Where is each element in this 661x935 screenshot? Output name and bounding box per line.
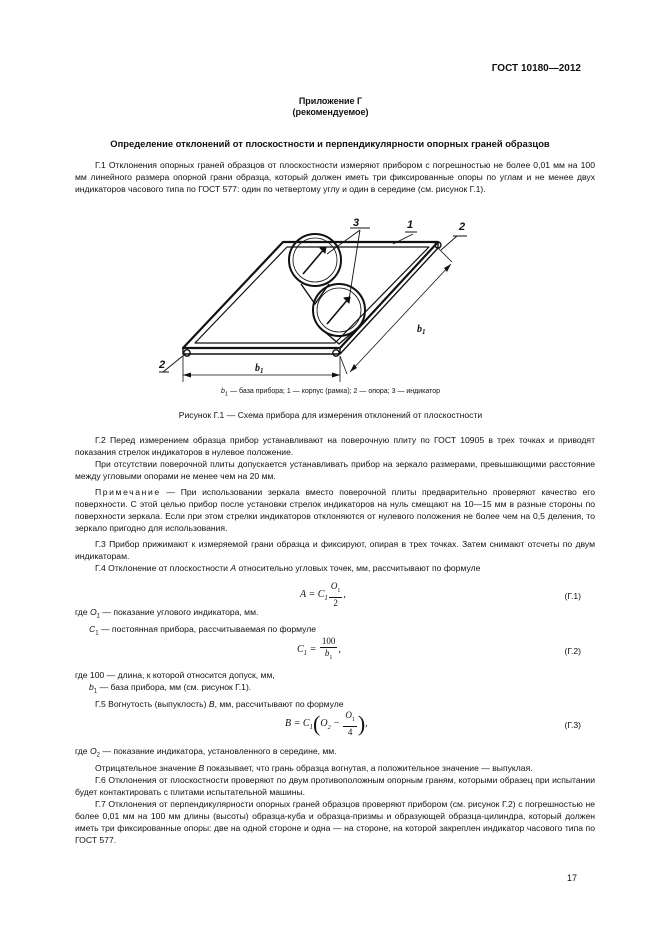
formula-g3-number: (Г.3) [564, 720, 581, 730]
paragraphs-g2-note [75, 434, 595, 574]
support-right [333, 350, 339, 356]
where-o1: где $O_1$ — показание углового индикатора, мм. [75, 607, 259, 620]
note-paragraph [75, 486, 595, 534]
where-o2: где $O_2$ — показание индикатора, установленного в середине, мм. [75, 746, 337, 759]
formula-g2: $C_1$ = $\frac{100}{b_1}$ , (Г.2) [297, 636, 581, 661]
paragraph-g1 [75, 159, 595, 195]
dimension-bottom-label: $b_1$ [255, 363, 264, 375]
paragraph-g4: Г.4 Отклонение от плоскостности A относительно угловых точек, мм, рассчитывают по формуле [95, 563, 481, 573]
paragraph-g3: Г.3 Прибор прижимают к измеряемой грани образца и фиксируют, опирая в трех точках. Затем снимают отсчеты по двум индикаторам. [75, 539, 595, 561]
paragraph-g6: Г.6 Отклонения от плоскостности проверяют по двум противоположным опорным граням, которыми образец при испытании будет контактировать с плитами испытательной машины. [75, 774, 595, 797]
callout-2-bottom: 2 [159, 359, 166, 371]
closing-block [75, 745, 595, 846]
paragraph-g7: Г.7 Отклонения от перпендикулярности опорных граней образцов проверяют прибором (см. рисунок Г.2) с погрешностью не более 0,01 мм на 100 мм длины (высоты) образца-куба и образца-призмы и образующей образца-цилиндра, который должен иметь три фиксированные опоры: две на одной стороне и одна — на стороне, на которой закреплен индикатор часового типа по ГОСТ 577. [75, 798, 595, 845]
where-c1: $C_1$ — постоянная прибора, рассчитываемая по формуле [89, 623, 317, 637]
dimension-side [340, 248, 452, 374]
paragraph-mirror: При отсутствии поверочной плиты допускается устанавливать прибор на зеркало размерами, превышающими расстояние между угловыми опорами не менее чем на 20 мм. [75, 459, 595, 481]
where-block-1 [75, 606, 595, 639]
figure-caption: Рисунок Г.1 — Схема прибора для измерения отклонений от плоскостности [178, 410, 483, 420]
frame-outer [183, 242, 438, 348]
where-b1: $b_1$ — база прибора, мм (см. рисунок Г.1). [89, 682, 252, 695]
section-heading: Определение отклонений от плоскостности и перпендикулярности опорных граней образцов [110, 138, 550, 149]
where-block-2 [75, 669, 595, 710]
formula-g2-number: (Г.2) [564, 646, 581, 656]
appendix-title: Приложение Г [298, 96, 363, 106]
page-number: 17 [566, 873, 577, 883]
note-label: Примечание [95, 487, 161, 497]
where-100: где 100 — длина, к которой относится допуск, мм, [75, 670, 275, 680]
note-text: — При использовании зеркала вместо поверочной плиты предварительно проверяют качество его поверхности. С этой целью прибор после установки стрелок индикаторов на нуль смещают на 10—15 мм в разные стороны по поверхности зеркала. Если при этом стрелки индикаторов отклоняются от нулевого положения не более чем на 0,5 деления, то зеркало пригодно для использования. [75, 487, 595, 533]
support-left [184, 350, 190, 356]
figure-g1-diagram [155, 214, 495, 382]
appendix-header [0, 96, 661, 118]
paragraph-g2: Г.2 Перед измерением образца прибор устанавливают на поверочную плиту по ГОСТ 10905 в трех точках и приводят показания стрелок индикаторов в нулевое положение. [75, 435, 595, 457]
callout-2-top: 2 [459, 221, 466, 233]
standard-code: ГОСТ 10180—2012 [491, 63, 581, 74]
callout-1: 1 [407, 219, 414, 231]
formula-g1: $A = C_1$ $\frac{O_1}{2}$ , (Г.1) [300, 581, 581, 608]
formula-g3: $B = C_1(O_2$ − $\frac{O_1}{4}$ ), (Г.3) [285, 710, 581, 737]
paragraph-negative: Отрицательное значение B показывает, что грань образца вогнутая, а положительное значение — выпуклая. [95, 762, 533, 773]
formula-g1-number: (Г.1) [564, 591, 581, 601]
paragraph-g5: Г.5 Вогнутость (выпуклость) B, мм, рассчитывают по формуле [95, 698, 344, 709]
appendix-subtitle: (рекомендуемое) [292, 107, 369, 117]
paragraph-g1-text: Г.1 Отклонения опорных граней образцов от плоскостности измеряют прибором с погрешностью не более 0,01 мм на 100 мм линейного размера опорной грани образца, который должен иметь три фиксированные опоры по углам и не менее двух индикаторов часового типа по ГОСТ 577: один по четвертому углу и один в середине (см. рисунок Г.1). [75, 160, 595, 194]
dimension-side-label: $b_1$ [417, 324, 426, 336]
figure-legend: $b_1$ — база прибора; 1 — корпус (рамка); 2 — опора; 3 — индикатор [220, 388, 440, 398]
callout-3: 3 [353, 217, 360, 229]
